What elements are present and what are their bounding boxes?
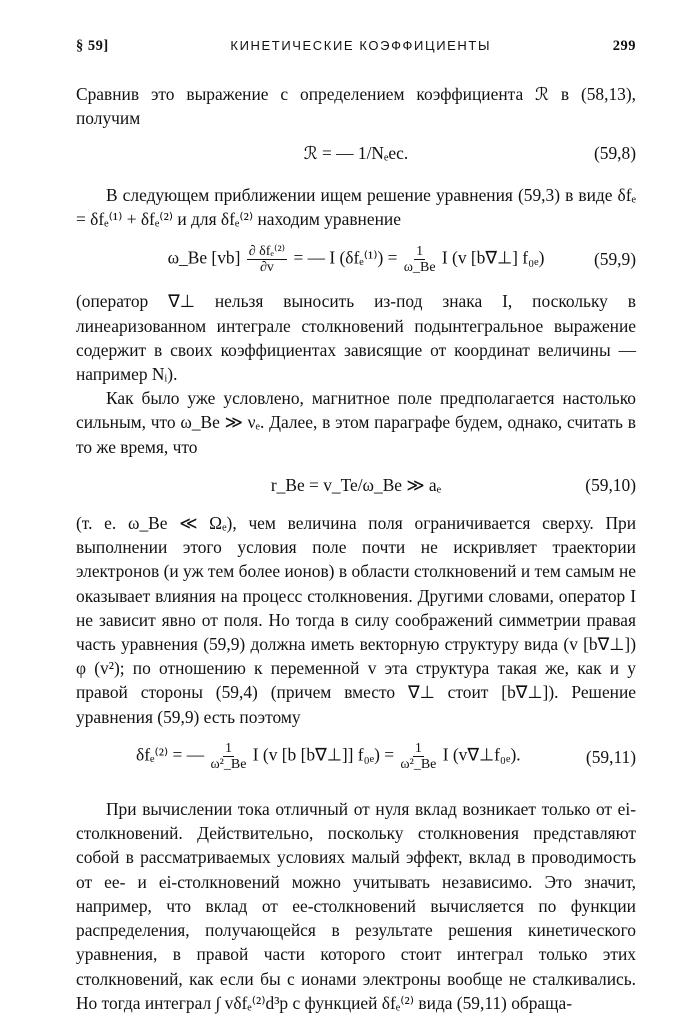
equation-number: (59,10) xyxy=(585,474,636,495)
equation-number: (59,9) xyxy=(593,249,636,270)
equation-59-9 xyxy=(76,243,636,275)
paragraph-2: В следующем приближении ищем решение уравнения (59,3) в виде δfₑ = δfₑ⁽¹⁾ + δfₑ⁽²⁾ и для δfₑ⁽²⁾ находим уравнение xyxy=(76,184,636,230)
equation-formula: ℛ = — 1/Nₑec. xyxy=(303,142,409,163)
equation-59-11 xyxy=(76,741,636,773)
section-label: § 59] xyxy=(76,38,109,54)
eq-rhs: I (v∇⊥f₀ₑ). xyxy=(442,744,521,765)
equation-number: (59,8) xyxy=(593,142,636,163)
equation-formula xyxy=(136,741,636,772)
paragraph-6: При вычислении тока отличный от нуля вклад возникает только от ei-столкновений. Действительно, поскольку столкновения представляют собой в рассматриваемых условиях малый эффект, вклад в проводимость от ee- и ei-столкновений можно учитывать независимо. Это значит, например, что вклад от ee-столкновений вычисляется по функции распределения, получающейся в результате решения кинетического уравнения, в правой части которого стоит интеграл только этих столкновений, как если бы с ионами электроны вообще не сталкивались. Но тогда интеграл ∫ vδfₑ⁽²⁾d³p с функцией δfₑ⁽²⁾ вида (59,11) обраща- xyxy=(76,799,636,1013)
equation-59-8 xyxy=(76,141,636,165)
paragraph-3: (оператор ∇⊥ нельзя выносить из-под знака I, поскольку в линеаризованном интеграле столкновений подынтегральное выражение содержит в своих коэффициентах зависящие от координат величины — например Nᵢ). xyxy=(76,291,636,385)
fraction-inverse-omega-squared: $\frac{1}{\text{ω²\_Be}}$ xyxy=(210,741,247,773)
equation-formula: r_Be = v_Te/ω_Be ≫ aₑ xyxy=(270,474,442,495)
fraction-inverse-omega: $\frac{1}{\omega\_Be}$ xyxy=(403,243,436,275)
running-header xyxy=(76,34,636,58)
paragraph-4: Как было уже условлено, магнитное поле предполагается настолько сильным, что ω_Be ≫ νₑ. Далее, в этом параграфе будем, однако, считать в то же время, что xyxy=(76,388,636,457)
equation-number: (59,11) xyxy=(585,746,636,767)
eq-mid: = — I (δfₑ⁽¹⁾) = xyxy=(293,247,398,268)
paragraph-1: Сравнив это выражение с определением коэффициента ℛ в (58,13), получим xyxy=(76,84,636,129)
fraction-inverse-omega-squared: $\frac{1}{\text{ω²\_Be}}$ xyxy=(400,741,437,773)
eq-rhs: I (v [b∇⊥] f₀ₑ) xyxy=(441,247,545,268)
eq-mid: I (v [b [b∇⊥]] f₀ₑ) = xyxy=(252,744,395,765)
page-number: 299 xyxy=(612,38,636,54)
chapter-title: КИНЕТИЧЕСКИЕ КОЭФФИЦИЕНТЫ xyxy=(230,38,492,53)
eq-lhs: δfₑ⁽²⁾ = — xyxy=(136,744,205,765)
equation-formula xyxy=(76,244,636,275)
fraction-derivative: $\frac{\text{∂ δfₑ⁽²⁾}}{\partial v}$ xyxy=(248,243,286,275)
equation-59-10 xyxy=(76,473,636,497)
eq-lhs: ω_Be [vb] xyxy=(167,247,241,268)
paragraph-5: (т. е. ω_Be ≪ Ωₑ), чем величина поля ограничивается сверху. При выполнении этого условия поле почти не искривляет траектории электронов (и уж тем более ионов) в области столкновений и тем самым не оказывает влияния на процесс столкновения. Другими словами, оператор I не зависит явно от поля. Но тогда в силу соображений симметрии правая часть уравнения (59,9) должна иметь векторную структуру вида (v [b∇⊥]) φ (v²); по отношению к переменной v эта структура такая же, как и у правой стороны (59,4) (причем вместо ∇⊥ стоит [b∇⊥]). Решение уравнения (59,9) есть поэтому xyxy=(76,513,636,727)
page xyxy=(76,34,636,1015)
